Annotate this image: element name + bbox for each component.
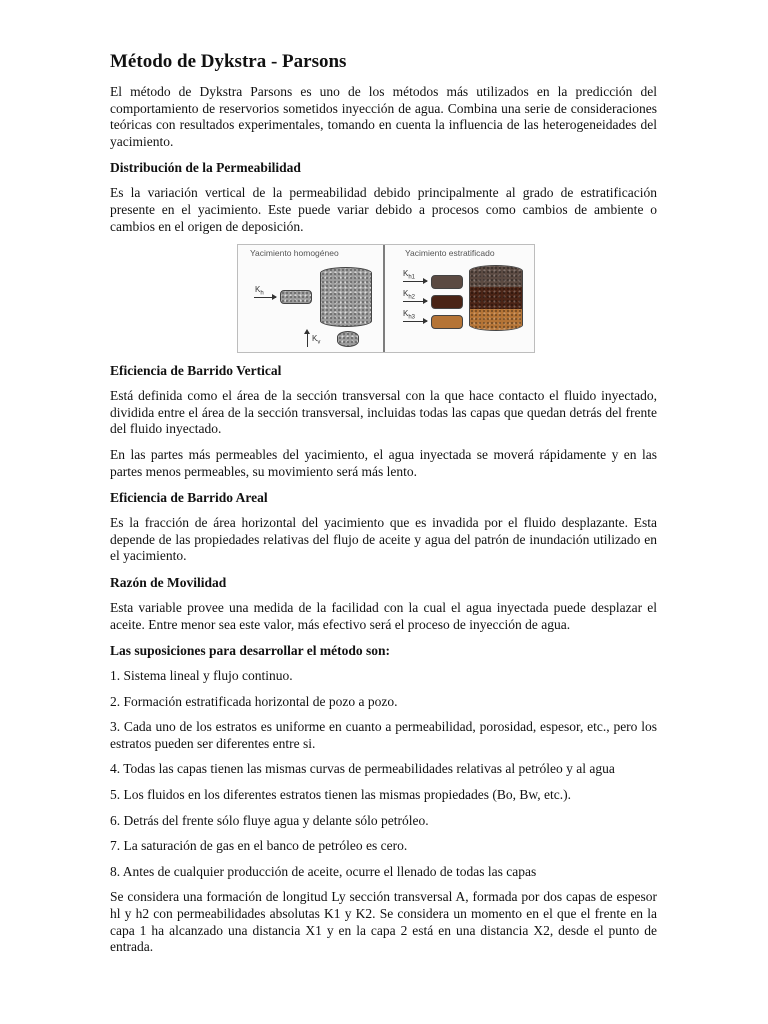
- heading-movilidad: Razón de Movilidad: [110, 574, 227, 590]
- paragraph-closing: Se considera una formación de longitud Ly sección transversal A, formada por dos capas de espesor hl y h2 con permeabilidades absolutas K1 y K2. Se considera un momento en el que el frente en la capa 1 ha alcanzado una distancia X1 y en la capa 2 está en una distancia X2, desde el punto de entrada.: [110, 889, 657, 955]
- stratified-cylinder: [469, 265, 523, 331]
- list-item: 8. Antes de cualquier producción de aceite, ocurre el llenado de todas las capas: [110, 863, 537, 879]
- list-item: 7. La saturación de gas en el banco de petróleo es cero.: [110, 838, 408, 854]
- k-arrow-1: [403, 281, 427, 282]
- kv-arrow: [307, 333, 308, 347]
- intro-paragraph: El método de Dykstra Parsons es uno de los métodos más utilizados en la predicción del comportamiento de reservorios sometidos inyección de agua. Combina una serie de consideraciones teóricas con resultados experimentales, tomando en cuenta la influencia de las heterogeneidades del yacimiento.: [110, 84, 657, 149]
- list-item: 2. Formación estratificada horizontal de pozo a pozo.: [110, 693, 398, 709]
- homogeneous-title: Yacimiento homogéneo: [250, 248, 339, 259]
- layer-1: [470, 266, 522, 287]
- vertical-core: [337, 331, 359, 347]
- homogeneous-cylinder: [320, 267, 372, 327]
- kv-label: $K_v$: [312, 334, 321, 346]
- homogeneous-panel: [238, 245, 385, 352]
- page-title: Método de Dykstra - Parsons: [110, 51, 347, 72]
- heading-barrido-areal: Eficiencia de Barrido Areal: [110, 490, 268, 506]
- layer-core-2: [431, 295, 463, 309]
- list-item: 5. Los fluidos en los diferentes estratos tienen las mismas propiedades (Bo, Bw, etc.).: [110, 787, 572, 803]
- paragraph-movilidad: Esta variable provee una medida de la facilidad con la cual el agua inyectada puede desplazar el aceite. Entre menor sea este valor, más efectivo será el proceso de inyección de agua.: [110, 599, 657, 632]
- heading-permeabilidad: Distribución de la Permeabilidad: [110, 160, 301, 176]
- stratified-title: Yacimiento estratificado: [405, 248, 495, 259]
- list-item: 4. Todas las capas tienen las mismas curvas de permeabilidades relativas al petróleo y al agua: [110, 761, 615, 777]
- heading-barrido-vertical: Eficiencia de Barrido Vertical: [110, 363, 282, 379]
- layer-2: [470, 287, 522, 308]
- paragraph-barrido-areal: Es la fracción de área horizontal del yacimiento que es invadida por el fluido desplazante. Esta depende de las propiedades relativas del flujo de aceite y agua del patrón de inundación utilizado en el yacimiento.: [110, 515, 657, 564]
- stratified-panel: [385, 245, 534, 352]
- horizontal-core: [280, 290, 312, 304]
- kh-label: $K_h$: [255, 285, 264, 297]
- stratified-layers: [470, 266, 522, 330]
- kh-arrow: [254, 297, 276, 298]
- layer-core-3: [431, 315, 463, 329]
- reservoir-figure: [237, 244, 535, 353]
- document-page: [110, 50, 657, 965]
- paragraph-permeabilidad: Es la variación vertical de la permeabilidad debido principalmente al grado de estratificación presente en el yacimiento. Este puede variar debido a procesos como cambios de ambiente o cambios en el origen de deposición.: [110, 185, 657, 234]
- k-label-2: $K_{h2}$: [403, 289, 416, 301]
- paragraph-barrido-vertical-1: Está definida como el área de la sección transversal con la que hace contacto el fluido inyectado, dividida entre el área de la sección transversal, incluidas todas las capas que quedan detrás del frente del fluido inyectado.: [110, 388, 657, 437]
- layer-3: [470, 309, 522, 330]
- heading-suposiciones: Las suposiciones para desarrollar el método son:: [110, 643, 391, 659]
- paragraph-barrido-vertical-2: En las partes más permeables del yacimiento, el agua inyectada se moverá rápidamente y en las partes menos permeables, su movimiento será más lento.: [110, 446, 657, 479]
- k-arrow-2: [403, 301, 427, 302]
- k-arrow-3: [403, 321, 427, 322]
- layer-core-1: [431, 275, 463, 289]
- k-label-1: $K_{h1}$: [403, 269, 416, 281]
- list-item: 1. Sistema lineal y flujo continuo.: [110, 668, 293, 684]
- k-label-3: $K_{h3}$: [403, 309, 416, 321]
- list-item: 6. Detrás del frente sólo fluye agua y delante sólo petróleo.: [110, 812, 429, 828]
- list-item: 3. Cada uno de los estratos es uniforme en cuanto a permeabilidad, porosidad, espesor, etc., pero los estratos pueden ser diferentes entre si.: [110, 719, 657, 751]
